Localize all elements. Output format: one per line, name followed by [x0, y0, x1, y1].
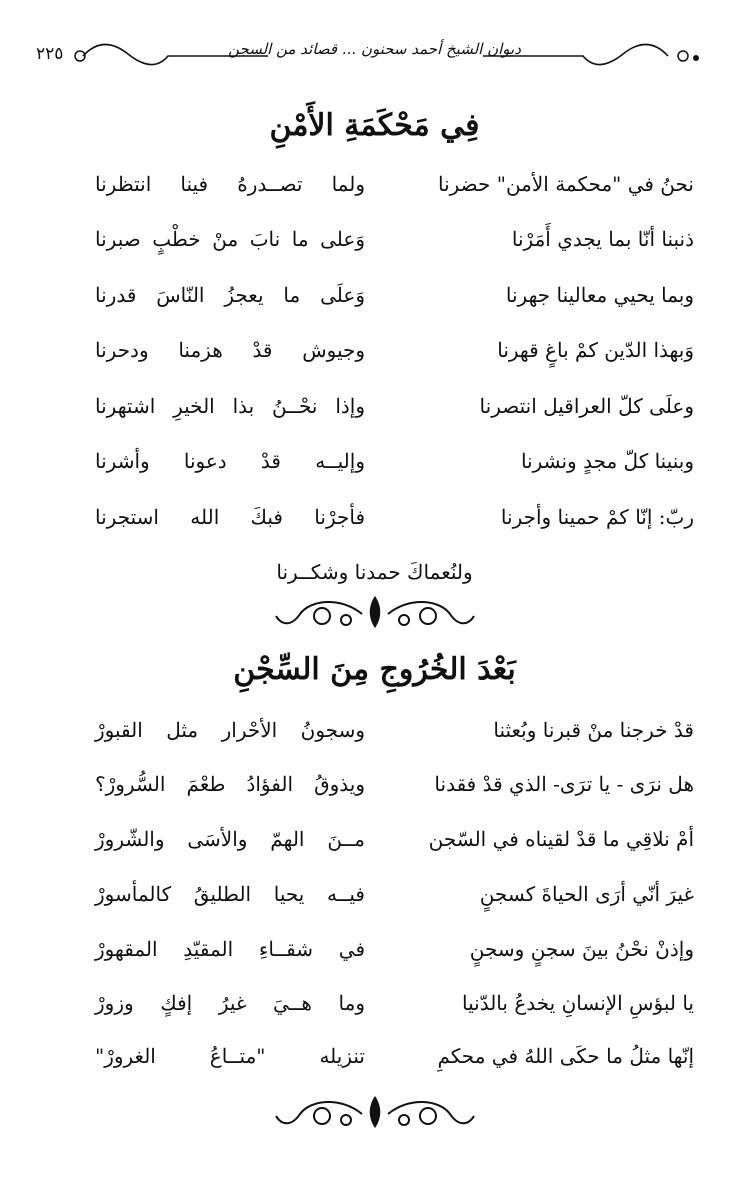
verse-hemistich-left: فأجرْنا فبكَ الله استجرنا — [95, 505, 365, 529]
verse-hemistich-right: وإذنْ نحْنُ بينَ سجنٍ وسجنٍ — [469, 937, 694, 961]
verse-hemistich-left: وما هــيَ غيرُ إفكٍ وزورْ — [95, 991, 365, 1015]
verse-hemistich-right: هل نرَى - يا ترَى- الذي قدْ فقدنا — [434, 772, 694, 796]
poem-1-closing-line: ولنُعماكَ حمدنا وشكــرنا — [276, 560, 473, 584]
verse-hemistich-left: في شقــاءِ المقيّدِ المقهورْ — [95, 937, 365, 961]
verse-hemistich-right: إنّها مثلُ ما حكَى اللهُ في محكمِ — [437, 1044, 694, 1068]
verse-hemistich-right: ربّ: إنّا كمْ حمينا وأجرنا — [500, 505, 694, 529]
verse-hemistich-right: غيرَ أنّي أرَى الحياةَ كسجنٍ — [479, 882, 694, 906]
section-divider-ornament-icon — [0, 592, 749, 636]
verse-hemistich-left: وَعلَى ما يعجزُ النّاسَ قدرنا — [95, 283, 365, 307]
verse-hemistich-right: وعلَى كلّ العراقيل انتصرنا — [479, 394, 694, 418]
verse-hemistich-right: وَبهذا الدّين كمْ باغٍ قهرنا — [497, 338, 694, 362]
page-header — [28, 24, 721, 84]
verse-hemistich-right: وبنينا كلّ مجدٍ ونشرنا — [520, 449, 694, 473]
verse-hemistich-left: ويذوقُ الفؤادُ طعْمَ السُّرورْ؟ — [95, 772, 365, 796]
page-number: ٢٢٥ — [36, 44, 64, 64]
poem-title-1: فِي مَحْكَمَةِ الأَمْنِ — [269, 108, 480, 143]
verse-hemistich-left: وَعلى ما نابَ منْ خطْبٍ صبرنا — [95, 227, 365, 251]
verse-hemistich-right: ذنبنا أنّا بما يجدي أَمَرْنا — [511, 227, 694, 251]
verse-hemistich-left: وإليــه قدْ دعونا وأشرنا — [95, 449, 365, 473]
verse-hemistich-left: تنزيله "متــاعُ الغرورْ" — [95, 1044, 365, 1068]
verse-hemistich-right: وبما يحيي معالينا جهرنا — [505, 283, 694, 307]
verse-hemistich-left: وإذا نحْــنُ بذا الخيرِ اشتهرنا — [95, 394, 365, 418]
verse-hemistich-right: قدْ خرجنا منْ قبرنا وبُعثنا — [493, 718, 694, 742]
verse-hemistich-right: نحنُ في "محكمة الأمن" حضرنا — [437, 172, 694, 196]
end-ornament-icon — [0, 1092, 749, 1136]
verse-hemistich-right: أمْ نلاقِي ما قدْ لقيناه في السّجن — [428, 827, 694, 851]
verse-hemistich-left: فيــه يحيا الطليقُ كالمأسورْ — [95, 882, 365, 906]
poem-title-2: بَعْدَ الخُرُوجِ مِنَ السِّجْنِ — [233, 652, 516, 687]
verse-hemistich-left: وجيوش قدْ هزمنا ودحرنا — [95, 338, 365, 362]
verse-hemistich-left: مــنَ الهمّ والأسَى والشّرورْ — [95, 827, 365, 851]
running-title: ديوان الشيخ أحمد سحنون ... قصائد من السجن — [228, 40, 521, 58]
verse-hemistich-right: يا لبؤسِ الإنسانِ يخدعُ بالدّنيا — [462, 991, 694, 1015]
verse-hemistich-left: وسجونُ الأحْرار مثل القبورْ — [95, 718, 365, 742]
verse-hemistich-left: ولما تصــدرهُ فينا انتظرنا — [95, 172, 365, 196]
